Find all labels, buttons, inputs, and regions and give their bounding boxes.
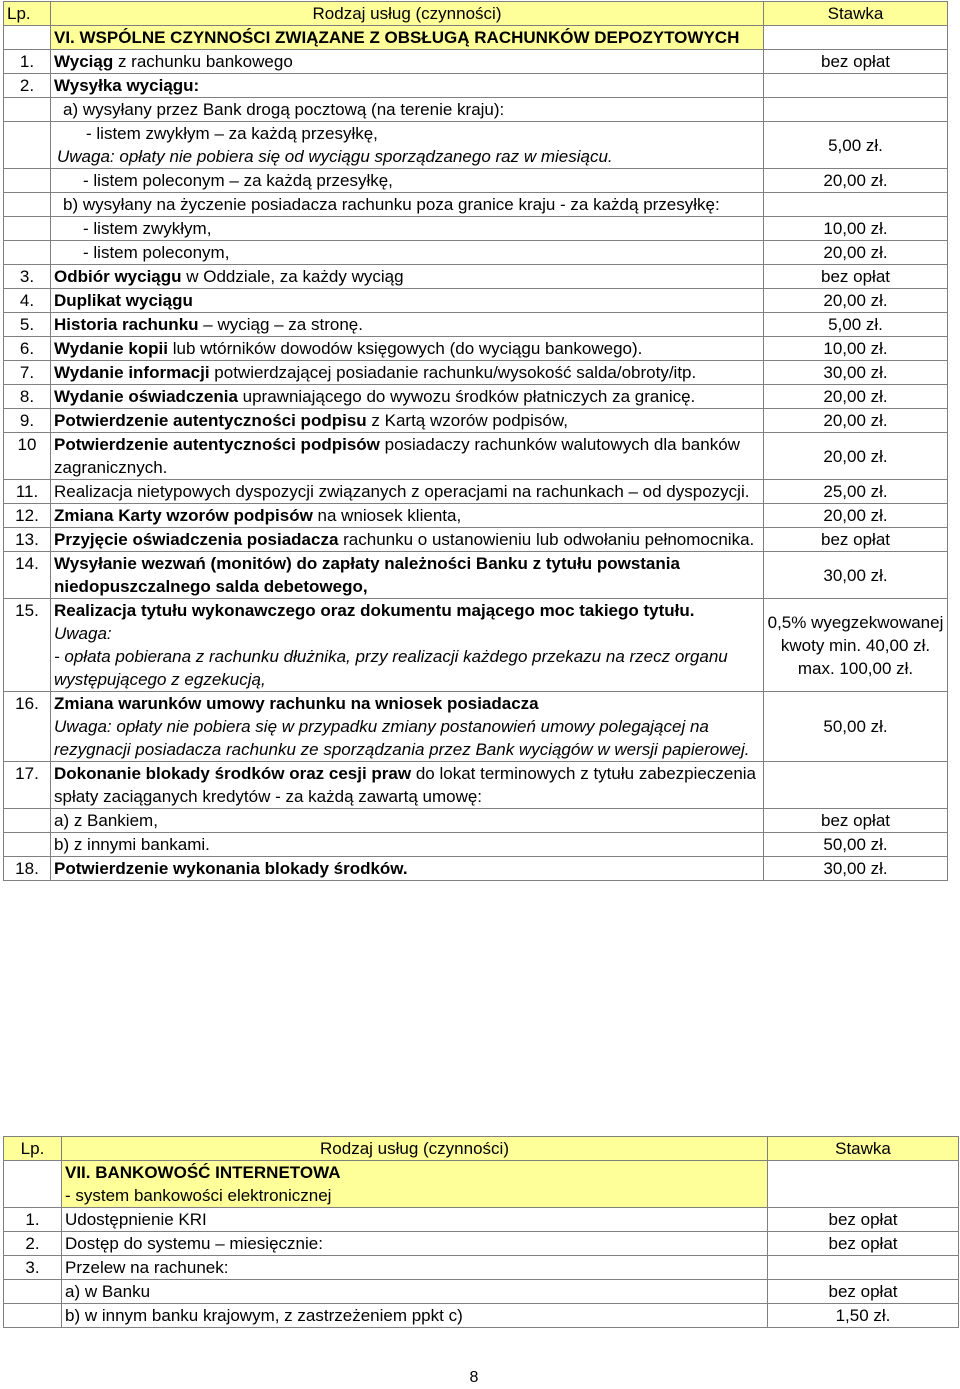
table-row: b) w innym banku krajowym, z zastrzeżeniem ppkt c) 1,50 zł. <box>4 1304 959 1328</box>
table-row: 1. Udostępnienie KRI bez opłat <box>4 1208 959 1232</box>
table-row: 13. Przyjęcie oświadczenia posiadacza rachunku o ustanowieniu lub odwołaniu pełnomocnika. bez opłat <box>4 528 948 552</box>
table-row: 17. Dokonanie blokady środków oraz cesji praw do lokat terminowych z tytułu zabezpieczenia spłaty zaciąganych kredytów - za każdą zawartą umowę: <box>4 762 948 809</box>
table-row: 3. Przelew na rachunek: <box>4 1256 959 1280</box>
table-row: - listem poleconym – za każdą przesyłkę, 20,00 zł. <box>4 169 948 193</box>
table-row: 1. Wyciąg z rachunku bankowego bez opłat <box>4 50 948 74</box>
table-row: b) wysyłany na życzenie posiadacza rachunku poza granice kraju - za każdą przesyłkę: <box>4 193 948 217</box>
table-row: 14. Wysyłanie wezwań (monitów) do zapłaty należności Banku z tytułu powstania niedopuszczalnego salda debetowego, 30,00 zł. <box>4 552 948 599</box>
section-title-row <box>4 1161 959 1208</box>
header-rate: Stawka <box>768 1137 959 1161</box>
table-row: 10 Potwierdzenie autentyczności podpisów posiadaczy rachunków walutowych dla banków zagranicznych. 20,00 zł. <box>4 433 948 480</box>
table-row: 4. Duplikat wyciągu 20,00 zł. <box>4 289 948 313</box>
table-row: a) wysyłany przez Bank drogą pocztową (na terenie kraju): <box>4 98 948 122</box>
table-row: 15. Realizacja tytułu wykonawczego oraz dokumentu mającego moc takiego tytułu. Uwaga: - opłata pobierana z rachunku dłużnika, przy realizacji każdego przekazu na rzecz organu występującego z egzekucją, 0,5% wyegzekwowanej kwoty min. 40,00 zł. max. 100,00 zł. <box>4 599 948 692</box>
table-row: 11. Realizacja nietypowych dyspozycji związanych z operacjami na rachunkach – od dyspozycji. 25,00 zł. <box>4 480 948 504</box>
table-row: - listem zwykłym, 10,00 zł. <box>4 217 948 241</box>
section-title: VI. WSPÓLNE CZYNNOŚCI ZWIĄZANE Z OBSŁUGĄ RACHUNKÓW DEPOZYTOWYCH <box>51 26 764 50</box>
table-row: 2. Wysyłka wyciągu: <box>4 74 948 98</box>
table-row: 8. Wydanie oświadczenia uprawniającego do wywozu środków płatniczych za granicę. 20,00 zł. <box>4 385 948 409</box>
header-lp: Lp. <box>4 1137 62 1161</box>
table-row: 3. Odbiór wyciągu w Oddziale, za każdy wyciąg bez opłat <box>4 265 948 289</box>
table-row: 9. Potwierdzenie autentyczności podpisu z Kartą wzorów podpisów, 20,00 zł. <box>4 409 948 433</box>
table-row: a) w Banku bez opłat <box>4 1280 959 1304</box>
table-row: b) z innymi bankami. 50,00 zł. <box>4 833 948 857</box>
header-rate: Stawka <box>764 2 948 26</box>
fee-table-section-6 <box>3 1 948 881</box>
table-row: 18. Potwierdzenie wykonania blokady środków. 30,00 zł. <box>4 857 948 881</box>
table-row: 16. Zmiana warunków umowy rachunku na wniosek posiadacza Uwaga: opłaty nie pobiera się w przypadku zmiany postanowień umowy polegającej na rezygnacji posiadacza rachunku ze sporządzania przez Bank wyciągów w wersji papierowej. 50,00 zł. <box>4 692 948 762</box>
table-row: a) z Bankiem, bez opłat <box>4 809 948 833</box>
header-service: Rodzaj usług (czynności) <box>51 2 764 26</box>
header-service: Rodzaj usług (czynności) <box>62 1137 768 1161</box>
table-row: 12. Zmiana Karty wzorów podpisów na wniosek klienta, 20,00 zł. <box>4 504 948 528</box>
table-row: 2. Dostęp do systemu – miesięcznie: bez opłat <box>4 1232 959 1256</box>
fee-table-section-7 <box>3 1136 959 1328</box>
table-row: 5. Historia rachunku – wyciąg – za stronę. 5,00 zł. <box>4 313 948 337</box>
table-header <box>4 1137 959 1161</box>
table-row: 6. Wydanie kopii lub wtórników dowodów księgowych (do wyciągu bankowego). 10,00 zł. <box>4 337 948 361</box>
section-title: VII. BANKOWOŚĆ INTERNETOWA <box>65 1163 341 1182</box>
header-lp: Lp. <box>4 2 51 26</box>
page-number: 8 <box>469 1369 479 1386</box>
table-row: - listem zwykłym – za każdą przesyłkę, Uwaga: opłaty nie pobiera się od wyciągu sporządzanego raz w miesiącu. 5,00 zł. <box>4 122 948 169</box>
table-row: - listem poleconym, 20,00 zł. <box>4 241 948 265</box>
table-header <box>4 2 948 26</box>
section-subtitle: - system bankowości elektronicznej <box>65 1186 332 1205</box>
section-title-row <box>4 26 948 50</box>
table-row: 7. Wydanie informacji potwierdzającej posiadanie rachunku/wysokość salda/obroty/itp. 30,00 zł. <box>4 361 948 385</box>
